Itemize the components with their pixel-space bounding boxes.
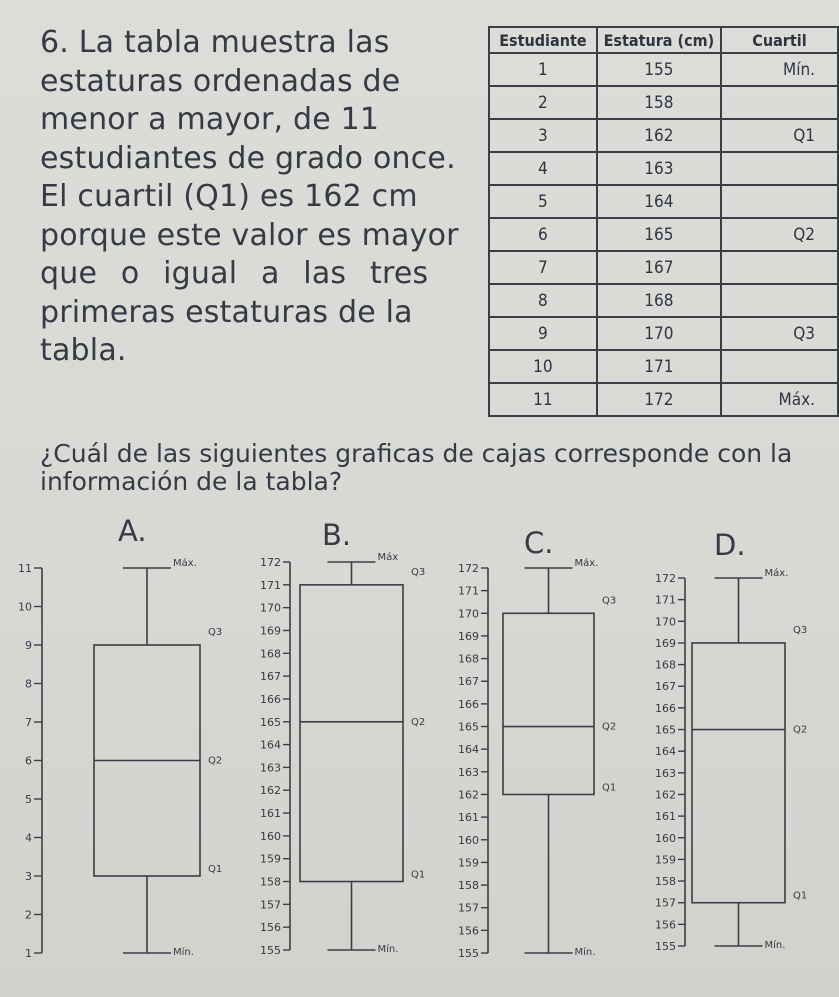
min-label: Mín. (173, 947, 194, 958)
tick-label: 162 (655, 788, 676, 802)
tick-label: 160 (458, 833, 479, 847)
cell-estudiante: 10 (489, 350, 597, 383)
cell-cuartil: Q3 (721, 317, 838, 350)
cell-cuartil: Máx. (721, 383, 838, 416)
question-line: estudiantes de grado once. (40, 140, 456, 176)
quartile-box (300, 585, 403, 882)
question-line: estaturas ordenadas de (40, 63, 401, 99)
question-line: que o igual a las tres (40, 256, 429, 291)
tick-label: 166 (260, 692, 281, 706)
option-d-label[interactable]: D. (714, 528, 746, 562)
tick-label: 164 (260, 738, 281, 752)
min-label: Mín. (377, 944, 399, 955)
tick-label: 169 (458, 629, 479, 643)
q3-label: Q3 (793, 624, 808, 636)
cell-cuartil: Q1 (721, 119, 838, 152)
tick-label: 10 (18, 600, 32, 614)
option-c-label[interactable]: C. (524, 526, 554, 560)
question-line: tabla. (40, 333, 127, 368)
quartile-box (503, 613, 594, 794)
cell-estudiante: 5 (489, 185, 597, 218)
tick-label: 170 (458, 607, 479, 621)
tick-label: 4 (25, 831, 32, 845)
tick-label: 165 (260, 715, 281, 729)
cell-estudiante: 8 (489, 284, 597, 317)
q1-label: Q1 (411, 869, 426, 881)
tick-label: 2 (25, 908, 32, 922)
tick-label: 162 (260, 784, 281, 798)
tick-label: 161 (458, 811, 479, 825)
header-cuartil: Cuartil (721, 27, 838, 53)
tick-label: 172 (458, 562, 479, 575)
q2-label: Q2 (411, 716, 426, 728)
cell-estatura: 164 (597, 185, 721, 218)
min-label: Mín. (764, 940, 786, 951)
tick-label: 156 (655, 918, 676, 932)
option-a-label[interactable]: A. (118, 514, 147, 548)
tick-label: 5 (25, 793, 32, 806)
tick-label: 169 (655, 636, 676, 650)
tick-label: 170 (655, 615, 676, 629)
q1-label: Q1 (793, 890, 808, 902)
tick-label: 170 (260, 601, 281, 615)
tick-label: 168 (655, 658, 676, 672)
max-label: Máx (377, 552, 399, 563)
tick-label: 6 (25, 754, 32, 768)
tick-label: 172 (655, 572, 676, 585)
tick-label: 166 (458, 697, 479, 711)
tick-label: 9 (25, 639, 32, 652)
question-line: porque este valor es mayor (40, 217, 459, 253)
tick-label: 171 (260, 578, 281, 592)
cell-estudiante: 9 (489, 317, 597, 350)
tick-label: 165 (655, 723, 676, 737)
tick-label: 159 (260, 852, 281, 866)
cell-estudiante: 7 (489, 251, 597, 284)
quartile-box (692, 643, 785, 903)
max-label: Máx. (764, 568, 789, 579)
cell-estudiante: 11 (489, 383, 597, 416)
cell-estatura: 167 (597, 251, 721, 284)
tick-label: 171 (458, 584, 479, 598)
tick-label: 158 (458, 879, 479, 893)
q3-label: Q3 (208, 627, 223, 638)
question-line: menor a mayor, de 11 (40, 102, 380, 137)
tick-label: 160 (260, 829, 281, 843)
tick-label: 157 (458, 901, 479, 915)
tick-label: 8 (25, 677, 32, 691)
max-label: Máx. (173, 558, 197, 569)
tick-label: 169 (260, 624, 281, 638)
tick-label: 158 (655, 875, 676, 889)
cell-estudiante: 4 (489, 152, 597, 185)
cell-estudiante: 1 (489, 53, 597, 86)
q3-label: Q3 (411, 566, 426, 578)
tick-label: 155 (458, 947, 479, 960)
tick-label: 167 (655, 680, 676, 694)
tick-label: 163 (458, 765, 479, 779)
cell-cuartil: Q2 (721, 218, 838, 251)
option-b-label[interactable]: B. (322, 518, 352, 552)
tick-label: 163 (260, 761, 281, 775)
q3-label: Q3 (602, 595, 617, 607)
tick-label: 1 (25, 947, 32, 960)
q2-label: Q2 (208, 755, 223, 767)
q1-label: Q1 (602, 782, 617, 794)
tick-label: 168 (458, 652, 479, 666)
q1-label: Q1 (208, 864, 223, 875)
cell-estatura: 163 (597, 152, 721, 185)
tick-label: 160 (655, 831, 676, 845)
tick-label: 11 (18, 562, 32, 575)
tick-label: 156 (260, 921, 281, 935)
tick-label: 167 (260, 670, 281, 684)
tick-label: 162 (458, 788, 479, 802)
cell-estudiante: 2 (489, 86, 597, 119)
cell-estatura: 172 (597, 383, 721, 416)
tick-label: 164 (655, 745, 676, 759)
cell-estatura: 158 (597, 86, 721, 119)
cell-estatura: 165 (597, 218, 721, 251)
question-line: primeras estaturas de la (40, 294, 413, 330)
cell-estudiante: 6 (489, 218, 597, 251)
tick-label: 7 (25, 716, 32, 729)
tick-label: 165 (458, 720, 479, 734)
tick-label: 157 (655, 896, 676, 910)
tick-label: 3 (25, 870, 32, 883)
cell-estatura: 162 (597, 119, 721, 152)
tick-label: 159 (458, 856, 479, 870)
q2-label: Q2 (793, 724, 808, 736)
max-label: Máx. (574, 558, 599, 569)
tick-label: 172 (260, 556, 281, 569)
min-label: Mín. (574, 947, 596, 958)
tick-label: 155 (260, 944, 281, 957)
tick-label: 168 (260, 647, 281, 661)
tick-label: 163 (655, 766, 676, 780)
cell-estatura: 168 (597, 284, 721, 317)
question-line: El cuartil (Q1) es 162 cm (40, 179, 418, 214)
tick-label: 155 (655, 940, 676, 953)
tick-label: 166 (655, 701, 676, 715)
tick-label: 164 (458, 743, 479, 757)
q2-label: Q2 (602, 721, 617, 733)
tick-label: 159 (655, 853, 676, 867)
tick-label: 161 (260, 807, 281, 821)
cell-estudiante: 3 (489, 119, 597, 152)
tick-label: 167 (458, 675, 479, 689)
header-estatura: Estatura (cm) (597, 27, 721, 53)
question-prompt: ¿Cuál de las siguientes graficas de cajas corresponde con la información de la tabla? (40, 439, 793, 496)
tick-label: 171 (655, 593, 676, 607)
tick-label: 156 (458, 924, 479, 938)
cell-cuartil: Mín. (721, 53, 838, 86)
cell-estatura: 170 (597, 317, 721, 350)
cell-estatura: 155 (597, 53, 721, 86)
question-line: 6. La tabla muestra las (40, 25, 390, 60)
tick-label: 158 (260, 875, 281, 889)
tick-label: 161 (655, 810, 676, 824)
header-estudiante: Estudiante (489, 27, 597, 53)
cell-estatura: 171 (597, 350, 721, 383)
tick-label: 157 (260, 898, 281, 912)
